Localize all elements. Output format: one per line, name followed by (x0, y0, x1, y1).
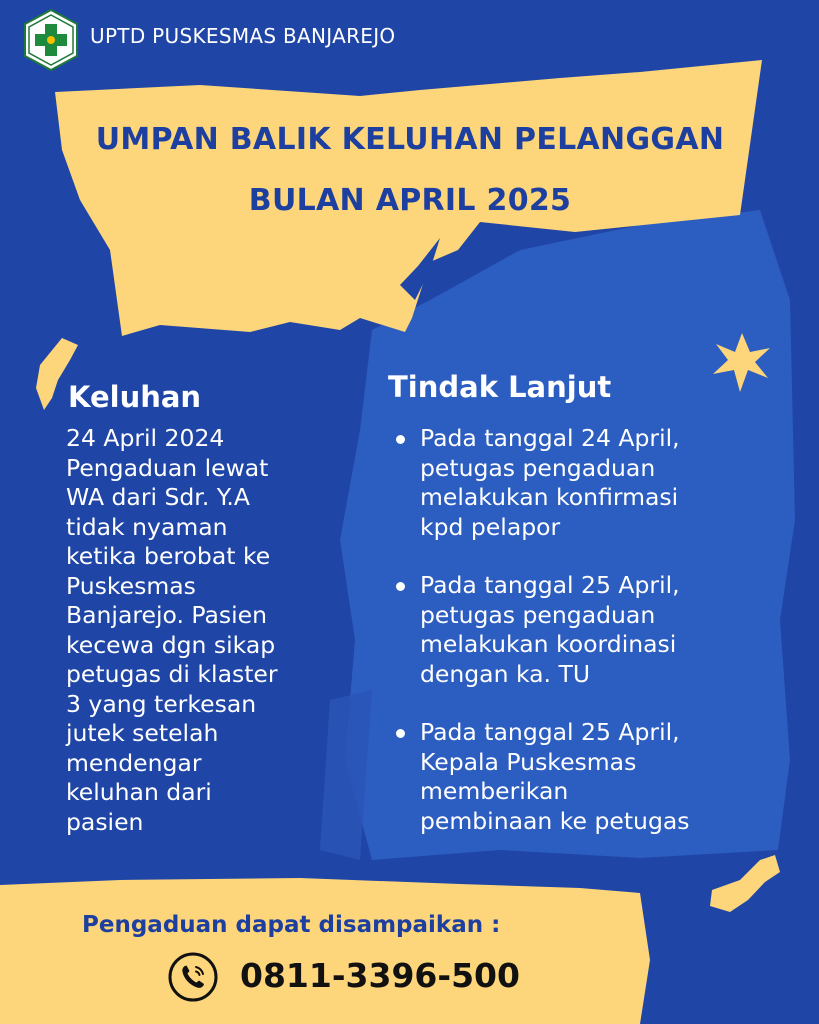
complaint-line: Pengaduan lewat (66, 453, 269, 482)
page-subtitle: BULAN APRIL 2025 (248, 183, 572, 218)
followup-item (396, 718, 796, 836)
complaint-line: Puskesmas (66, 571, 196, 600)
followup-line: petugas pengaduan (420, 600, 656, 629)
complaint-line: keluhan dari (66, 778, 212, 806)
complaint-line: tidak nyaman (66, 512, 228, 541)
followup-line: Kepala Puskesmas (420, 747, 637, 776)
org-name: UPTD PUSKESMAS BANJAREJO (90, 24, 396, 48)
bullet-icon (396, 582, 405, 591)
complaint-line: WA dari Sdr. Y.A (66, 483, 250, 511)
phone-icon (167, 951, 219, 1003)
followup-line: dengan ka. TU (420, 659, 591, 688)
contact-banner (0, 878, 650, 1024)
followup-heading: Tindak Lanjut (388, 370, 612, 404)
followup-item (396, 571, 796, 689)
complaint-line: jutek setelah (66, 719, 219, 747)
contact-label: Pengaduan dapat disampaikan : (82, 912, 501, 938)
followup-line: melakukan konfirmasi (420, 483, 679, 511)
complaint-line: petugas di klaster (66, 660, 278, 688)
followup-list (396, 424, 796, 865)
complaint-line: mendengar (66, 748, 202, 777)
bullet-icon (396, 729, 405, 738)
followup-line: Pada tanggal 25 April, (420, 571, 680, 599)
complaint-line: ketika berobat ke (66, 542, 271, 570)
complaint-line: Banjarejo. Pasien (66, 601, 268, 629)
puskesmas-logo (22, 8, 80, 72)
complaint-text (66, 424, 326, 837)
followup-line: Pada tanggal 25 April, (420, 718, 680, 746)
page-title: UMPAN BALIK KELUHAN PELANGGAN (95, 122, 725, 157)
complaint-heading: Keluhan (68, 380, 202, 414)
followup-line: pembinaan ke petugas (420, 806, 690, 835)
followup-line: melakukan koordinasi (420, 630, 677, 658)
followup-item (396, 424, 796, 542)
followup-line: kpd pelapor (420, 512, 561, 541)
bullet-icon (396, 435, 405, 444)
complaint-line: kecewa dgn sikap (66, 630, 276, 659)
followup-line: Pada tanggal 24 April, (420, 424, 680, 452)
phone-number[interactable]: 0811-3396-500 (240, 956, 520, 995)
followup-line: memberikan (420, 777, 569, 805)
complaint-line: 3 yang terkesan (66, 689, 257, 718)
followup-line: petugas pengaduan (420, 453, 656, 482)
complaint-line: pasien (66, 807, 144, 836)
complaint-line: 24 April 2024 (66, 424, 225, 452)
